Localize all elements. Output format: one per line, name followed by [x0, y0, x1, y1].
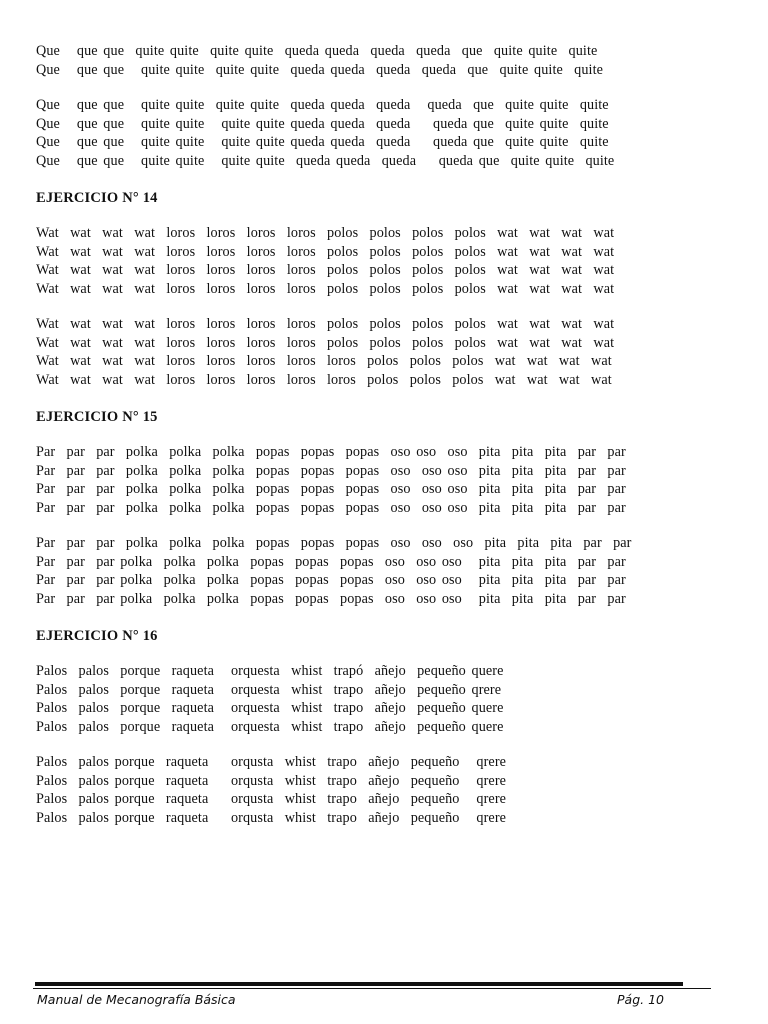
text-line: Wat wat wat wat loros loros loros loros polos polos polos polos wat wat wat wat [36, 334, 615, 351]
text-line: Palos palos porque raqueta orqusta whist trapo añejo pequeño qrere [36, 809, 507, 826]
text-line: Par par par polka polka polka popas popas popas oso oso oso pita pita pita par par [36, 553, 626, 570]
exercise-13-group-2 [36, 96, 696, 170]
exercise-14-section [36, 189, 696, 389]
text-line: Par par par polka polka polka popas popas popas oso oso oso pita pita pita par par [36, 444, 626, 460]
text-line: Palos palos porque raqueta orqusta whist trapo añejo pequeño qrere [36, 772, 507, 789]
text-line: Palos palos porque raqueta orquesta whist trapó añejo pequeño quere [36, 663, 504, 679]
text-line: Par par par polka polka polka popas popas popas oso oso oso pita pita pita par par [36, 572, 626, 588]
exercise-15-section [36, 408, 696, 608]
exercise-16-group-2 [36, 753, 696, 827]
text-line: Wat wat wat wat loros loros loros loros loros polos polos polos wat wat wat wat [36, 353, 612, 369]
page-number: Pág. 10 [617, 992, 664, 1007]
text-line: Que que que quite quite quite quite queda queda queda queda que quite quite quite [36, 97, 609, 113]
exercise-14-group-1 [36, 224, 696, 298]
text-line: Que que que quite quite quite quite queda queda queda queda que quite quite quite [36, 43, 598, 59]
exercise-14-group-2 [36, 315, 696, 389]
text-line: Par par par polka polka polka popas popas popas oso oso oso pita pita pita par par [36, 462, 626, 479]
text-line: Que que que quite quite quite quite queda queda queda queda que quite quite quite [36, 115, 609, 132]
text-line: Que que que quite quite quite quite queda queda queda queda que quite quite quite [36, 134, 609, 150]
text-line: Par par par polka polka polka popas popas popas oso oso oso pita pita pita par par [36, 499, 626, 516]
text-line: Par par par polka polka polka popas popas popas oso oso oso pita pita pita par par [36, 481, 626, 497]
exercise-heading: EJERCICIO N° 15 [36, 409, 158, 425]
exercise-16-group-1 [36, 662, 696, 736]
exercise-13-group-1 [36, 42, 696, 79]
document-page [36, 42, 696, 827]
page-footer [33, 982, 711, 1011]
exercise-heading: EJERCICIO N° 16 [36, 628, 158, 644]
text-line: Palos palos porque raqueta orquesta whist trapo añejo pequeño quere [36, 718, 504, 735]
exercise-15-group-1 [36, 443, 696, 517]
exercise-16-section [36, 627, 696, 827]
text-line: Wat wat wat wat loros loros loros loros polos polos polos polos wat wat wat wat [36, 262, 615, 278]
exercise-15-group-2 [36, 534, 696, 608]
text-line: Wat wat wat wat loros loros loros loros polos polos polos polos wat wat wat wat [36, 280, 615, 297]
text-line: Wat wat wat wat loros loros loros loros loros polos polos polos wat wat wat wat [36, 371, 612, 388]
text-line: Wat wat wat wat loros loros loros loros polos polos polos polos wat wat wat wat [36, 243, 615, 260]
footer-title: Manual de Mecanografía Básica [37, 992, 236, 1007]
text-line: Par par par polka polka polka popas popas popas oso oso oso pita pita pita par par [36, 590, 626, 607]
text-line: Par par par polka polka polka popas popas popas oso oso oso pita pita pita par par [36, 535, 632, 551]
exercise-heading: EJERCICIO N° 14 [36, 190, 158, 206]
text-line: Wat wat wat wat loros loros loros loros polos polos polos polos wat wat wat wat [36, 316, 615, 332]
exercise-13-section [36, 42, 696, 170]
text-line: Palos palos porque raqueta orquesta whist trapo añejo pequeño quere [36, 700, 504, 716]
text-line: Que que que quite quite quite quite queda queda queda queda que quite quite quite [36, 61, 604, 78]
text-line: Palos palos porque raqueta orqusta whist trapo añejo pequeño qrere [36, 791, 507, 807]
text-line: Palos palos porque raqueta orquesta whist trapo añejo pequeño qrere [36, 681, 502, 698]
text-line: Palos palos porque raqueta orqusta whist trapo añejo pequeño qrere [36, 754, 507, 770]
text-line: Que que que quite quite quite quite queda queda queda queda que quite quite quite [36, 152, 615, 169]
text-line: Wat wat wat wat loros loros loros loros polos polos polos polos wat wat wat wat [36, 225, 615, 241]
